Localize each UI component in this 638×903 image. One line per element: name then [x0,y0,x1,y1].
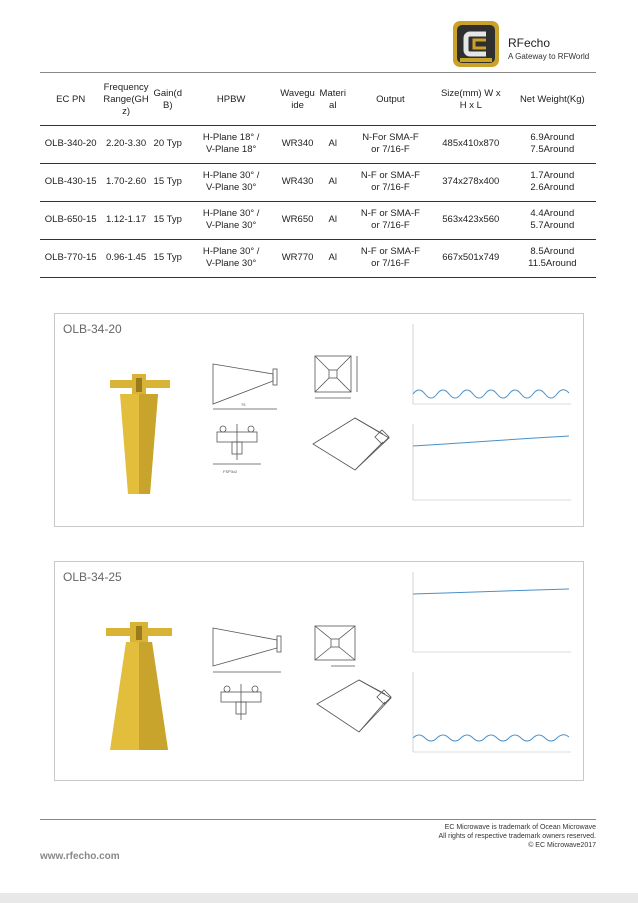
table-row [40,163,596,201]
gain-chart [413,572,571,652]
table-cell: 2.20-3.30 [105,138,147,149]
table-cell: 667x501x749 [442,252,500,263]
table-cell: Al [328,176,337,187]
header-divider [40,72,596,73]
table-cell: N-For SMA-F or 7/16-F [362,132,419,155]
table-cell: 15 Typ [153,252,182,263]
wireframe-3d-drawing [317,680,391,732]
rfecho-logo [452,20,500,68]
svg-text:75: 75 [241,402,246,407]
table-cell: 1.12-1.17 [105,214,147,225]
column-header: EC PN [56,94,86,106]
svg-text:FSP3x2: FSP3x2 [223,469,238,474]
column-header: Net Weight(Kg) [519,94,585,106]
flange-drawing [221,684,261,720]
footer-rights-line: All rights of respective trademark owners reserved. [438,833,596,840]
table-cell: 4.4Around 5.7Around [530,208,575,231]
footer-divider [40,819,596,820]
table-cell: 8.5Around 11.5Around [528,246,577,269]
table-cell: Al [328,214,337,225]
table-cell: OLB-430-15 [44,176,97,187]
table-cell: 15 Typ [153,214,182,225]
table-cell: 20 Typ [153,138,182,149]
column-header: Output [376,94,405,106]
table-cell: WR770 [281,252,314,263]
table-cell: H-Plane 30° / V-Plane 30° [202,208,260,231]
table-cell: Al [328,138,337,149]
footer-legal [438,823,596,850]
footer-trademark-line: EC Microwave is trademark of Ocean Microwave [444,824,596,831]
table-cell: N-F or SMA-F or 7/16-F [360,246,420,269]
table-header-row [40,76,596,125]
table-cell: OLB-340-20 [44,138,97,149]
table-cell: 1.7Around 2.6Around [530,170,575,193]
panel-graphics [55,314,585,528]
table-cell: 563x423x560 [442,214,500,225]
table-cell: H-Plane 30° / V-Plane 30° [202,246,260,269]
front-view-drawing [315,626,355,666]
table-cell: 6.9Around 7.5Around [530,132,575,155]
footer-copyright-line: © EC Microwave2017 [528,842,596,849]
table-cell: 15 Typ [153,176,182,187]
table-cell: 485x410x870 [442,138,500,149]
table-row [40,201,596,239]
table-cell: 374x278x400 [442,176,500,187]
column-header: Frequency Range(GH z) [103,82,149,118]
table-cell: H-Plane 18° / V-Plane 18° [202,132,260,155]
vswr-chart [413,672,571,752]
footer-bar [0,893,638,903]
column-header: HPBW [216,94,246,106]
column-header: Gain(d B) [153,88,182,112]
table-cell: OLB-770-15 [44,252,97,263]
table-cell: N-F or SMA-F or 7/16-F [360,208,420,231]
table-cell: 0.96-1.45 [105,252,147,263]
brand-name: RFecho [508,36,551,50]
spec-table [40,76,596,278]
table-cell: WR650 [281,214,314,225]
gain-chart [413,424,571,500]
horn-antenna-image [106,622,172,750]
product-panel-olb-34-25 [54,561,584,781]
wireframe-3d-drawing [313,418,389,470]
brand-tagline: A Gateway to RFWorld [508,52,590,61]
panel-graphics [55,562,585,782]
table-row [40,125,596,163]
panel-title: OLB-34-25 [63,570,122,584]
side-view-drawing [213,628,281,672]
side-view-drawing [213,364,277,409]
column-header: Materi al [319,88,346,112]
column-header: Wavegu ide [280,88,315,112]
table-cell: N-F or SMA-F or 7/16-F [360,170,420,193]
flange-drawing [213,424,261,474]
table-row [40,239,596,277]
table-cell: Al [328,252,337,263]
product-panel-olb-34-20 [54,313,584,527]
table-cell: H-Plane 30° / V-Plane 30° [202,170,260,193]
table-cell: OLB-650-15 [44,214,97,225]
table-body [40,125,596,277]
footer-website-link[interactable]: www.rfecho.com [40,851,120,862]
column-header: Size(mm) W x H x L [440,88,501,112]
panel-title: OLB-34-20 [63,322,122,336]
vswr-chart [413,324,571,404]
table-cell: WR430 [281,176,314,187]
front-view-drawing [315,356,357,398]
horn-antenna-image [110,374,170,494]
table-cell: 1.70-2.60 [105,176,147,187]
table-cell: WR340 [281,138,314,149]
